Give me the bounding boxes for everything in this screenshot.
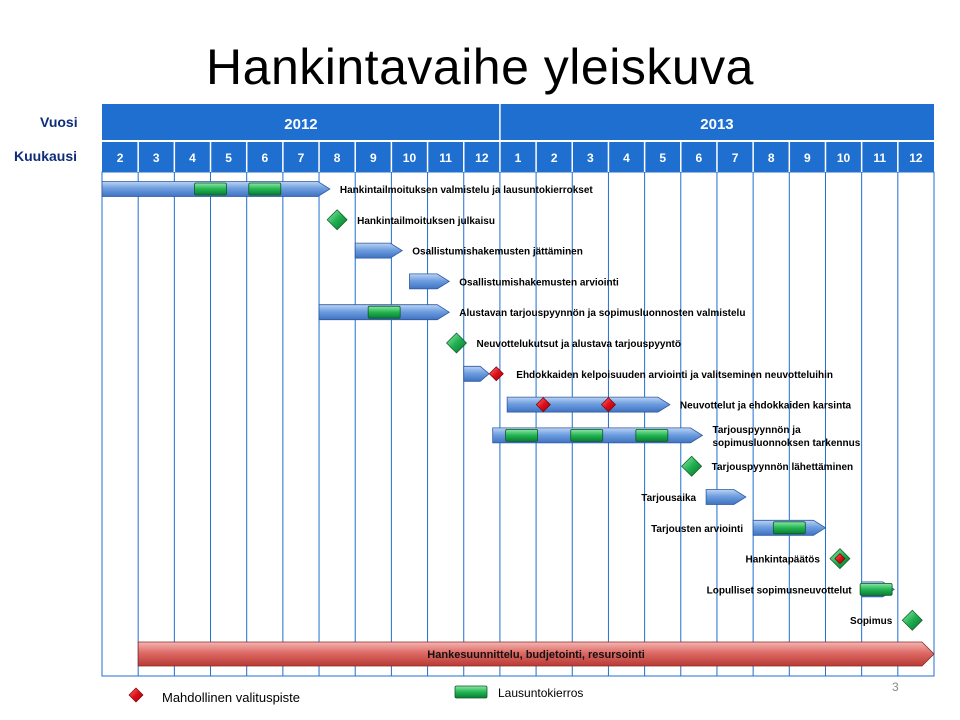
task-bar — [507, 397, 670, 412]
month-label: 1 — [514, 151, 522, 165]
task-label: Tarjouspyynnön lähettäminen — [711, 462, 854, 474]
month-label: 6 — [695, 151, 703, 165]
legend-review-icon — [455, 686, 487, 698]
task-label: Tarjousten arviointi — [651, 523, 744, 535]
month-label: 11 — [873, 151, 887, 165]
month-label: 7 — [297, 151, 305, 165]
month-label: 10 — [836, 151, 851, 165]
month-label: 9 — [804, 151, 811, 165]
year-label: 2012 — [284, 116, 318, 133]
task-label: Tarjouspyynnön ja — [712, 424, 801, 436]
task-label: Neuvottelut ja ehdokkaiden karsinta — [679, 400, 852, 412]
month-label: 8 — [767, 151, 775, 165]
background-bar-label: Hankesuunnittelu, budjetointi, resursointi — [427, 649, 645, 661]
task-label: Hankintailmoituksen julkaisu — [357, 215, 495, 227]
review-round-marker — [636, 429, 668, 441]
month-label: 4 — [623, 151, 630, 165]
review-round-marker — [773, 522, 805, 534]
month-label: 2 — [550, 151, 558, 165]
task-label: Hankintapäätös — [745, 554, 820, 566]
task-label: Ehdokkaiden kelpoisuuden arviointi ja valitseminen neuvotteluihin — [516, 369, 834, 381]
month-label: 12 — [475, 151, 489, 165]
task-label: Osallistumishakemusten jättäminen — [412, 246, 583, 258]
month-label: 9 — [369, 151, 377, 165]
month-label: 7 — [731, 151, 739, 165]
year-row-label: Vuosi — [40, 114, 78, 130]
review-round-marker — [249, 183, 281, 195]
review-round-marker — [506, 429, 538, 441]
year-label: 2013 — [700, 116, 734, 133]
month-label: 11 — [439, 151, 452, 165]
month-label: 12 — [909, 151, 923, 165]
legend-decision-icon — [129, 688, 143, 702]
review-round-marker — [195, 183, 227, 195]
task-label: Lopulliset sopimusneuvottelut — [706, 585, 852, 597]
task-label: Hankintailmoituksen valmistelu ja lausuntokierrokset — [339, 185, 593, 196]
month-label: 10 — [402, 151, 417, 165]
review-round-marker — [368, 306, 400, 318]
month-label: 8 — [333, 151, 341, 165]
month-label: 4 — [189, 151, 196, 165]
slide-title: Hankintavaihe yleiskuva — [206, 39, 754, 95]
year-header-bg — [102, 104, 934, 140]
month-row-label: Kuukausi — [14, 148, 78, 164]
month-label: 5 — [659, 151, 667, 165]
legend-review-label: Lausuntokierros — [498, 686, 584, 700]
task-label: sopimusluonnoksen tarkennus — [712, 437, 861, 449]
task-label: Tarjousaika — [641, 493, 697, 504]
month-label: 5 — [225, 151, 232, 165]
review-round-marker — [571, 429, 603, 441]
month-label: 3 — [152, 151, 160, 165]
task-label: Alustavan tarjouspyynnön ja sopimusluonnosten valmistelu — [459, 308, 746, 320]
month-label: 6 — [261, 151, 269, 165]
legend-decision-label: Mahdollinen valituspiste — [162, 690, 301, 705]
month-label: 2 — [116, 151, 124, 165]
task-label: Neuvottelukutsut ja alustava tarjouspyyntö — [476, 339, 682, 350]
page-number: 3 — [892, 680, 899, 694]
header-layer — [102, 104, 934, 172]
month-label: 3 — [587, 151, 594, 165]
review-round-marker — [860, 583, 892, 595]
task-label: Sopimus — [850, 616, 893, 628]
task-label: Osallistumishakemusten arviointi — [459, 277, 619, 289]
